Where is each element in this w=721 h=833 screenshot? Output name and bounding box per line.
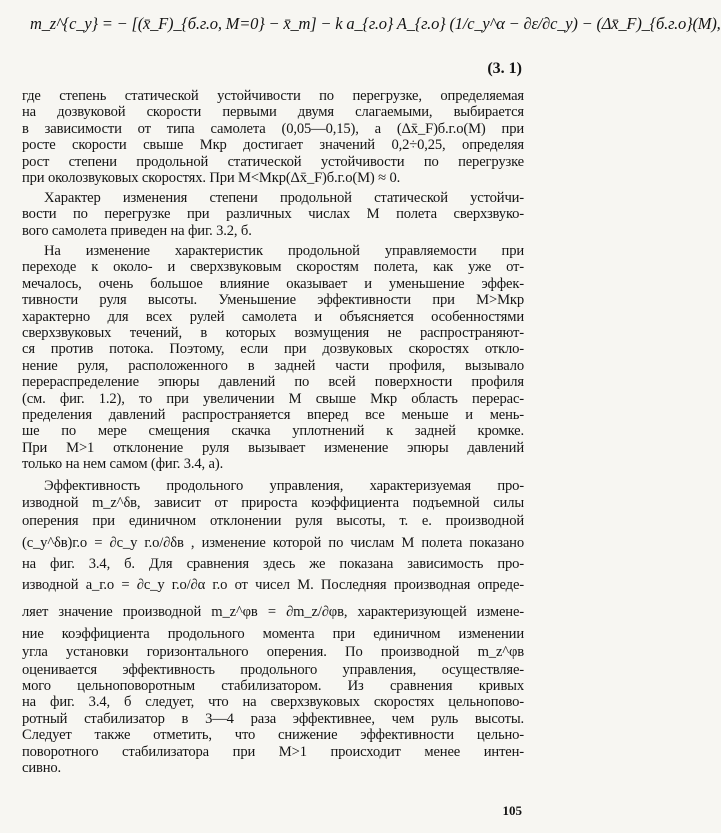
- text-line: на дозвуковой скорости первыми двумя слагаемыми, выбирается: [22, 104, 524, 121]
- text-line: изводной a_г.о = ∂c_y г.о/∂α г.о от чисел М. Последняя производная опреде-: [22, 577, 524, 594]
- page-number: 105: [502, 803, 522, 818]
- text-line: нение руля, расположенного в задней части профиля, вызывало: [22, 357, 524, 374]
- text-line: оперения при единичном отклонении руля высоты, т. е. производной: [22, 513, 524, 530]
- text-line: росте скорости свыше Mкр достигает значений 0,2÷0,25, определяя: [22, 137, 524, 154]
- text-line: на фиг. 3.4, б следует, что на сверхзвуковых скоростях цельнопово-: [22, 694, 524, 711]
- text-line: перераспределение эпюры давлений по всей поверхности профиля: [22, 374, 524, 391]
- text-line: только на нем самом (фиг. 3.4, а).: [22, 456, 224, 473]
- text-line: При M>1 отклонение руля вызывает изменение эпюры давлений: [22, 439, 524, 456]
- text-line: характерно для всех рулей самолета и объясняется особенностями: [22, 308, 524, 325]
- text-line: где степень статической устойчивости по перегрузке, определяемая: [22, 88, 524, 104]
- text-line: ние коэффициента продольного момента при единичном изменении: [22, 626, 524, 643]
- text-line: переходе к около- и сверхзвуковым скоростям полета, как уже от-: [22, 259, 524, 276]
- text-line: ротный стабилизатор в 3—4 раза эффективнее, чем руль высоты.: [22, 710, 524, 727]
- text-line: Эффективность продольного управления, характеризуемая про-: [44, 478, 524, 494]
- text-line: ся против потока. Поэтому, если при дозвуковых скоростях откло-: [22, 341, 524, 358]
- text-line: (см. фиг. 1.2), то при увеличении М свыше Mкр область перерас-: [22, 390, 524, 407]
- text-line: ляет значение производной m_z^φв = ∂m_z/∂φв, характеризующей измене-: [22, 604, 524, 621]
- text-line: Следует также отметить, что снижение эффективности цельно-: [22, 727, 524, 744]
- text-line: сверхзвуковых течений, в которых возмущения не распространяют-: [22, 325, 524, 342]
- paragraph-1: [22, 190, 524, 239]
- text-line: мого цельноповоротным стабилизатором. Из сравнения кривых: [22, 678, 524, 695]
- text-line: (c_y^δв)г.о = ∂c_y г.о/∂δв , изменение которой по числам М полета показано: [22, 534, 524, 551]
- text-line: вости по перегрузке при различных числах М полета сверхзвуко-: [22, 206, 524, 223]
- paragraph-2: [22, 243, 524, 473]
- text-line: пределения давлений распространяется вперед все меньше и мень-: [22, 407, 524, 424]
- text-line: при околозвуковых скоростях. При M<Mкр(Δx̄_F)б.г.о(M) ≈ 0.: [22, 170, 401, 187]
- text-line: Характер изменения степени продольной статической устойчи-: [44, 190, 524, 206]
- text-line: вого самолета приведен на фиг. 3.2, б.: [22, 222, 252, 239]
- text-line: на фиг. 3.4, б. Для сравнения здесь же показана зависимость про-: [22, 555, 524, 572]
- text-line: мечалось, очень большое влияние оказывает и уменьшение эффек-: [22, 275, 524, 292]
- text-line: изводной m_z^δв, зависит от прироста коэффициента подъемной силы: [22, 495, 524, 512]
- text-line: сивно.: [22, 760, 62, 777]
- text-line: рост степени продольной статической устойчивости по перегрузке: [22, 153, 524, 170]
- text-line: оценивается эффективность продольного управления, осуществляе-: [22, 661, 524, 678]
- paragraph-3: [22, 478, 524, 776]
- text-line: угла установки горизонтального оперения. По производной m_z^φв: [22, 643, 524, 660]
- text-line: ше по мере смещения скачка уплотнений к задней кромке.: [22, 423, 524, 440]
- text-line: На изменение характеристик продольной управляемости при: [44, 243, 524, 259]
- text-line: тивности руля высоты. Уменьшение эффективности при M>Mкр: [22, 292, 524, 309]
- formula-3-1: m_z^{c_y} = − [(x̄_F)_{б.г.о, M=0} − x̄_т] − k a_{г.о} A_{г.о} (1/c_y^α − ∂ε/∂c_y) − (Δx̄_F)_{б.г.о}(M),: [30, 14, 721, 33]
- text-line: в зависимости от типа самолета (0,05—0,15), а (Δx̄_F)б.г.о(M) при: [22, 120, 524, 137]
- paragraph-0: [22, 88, 524, 186]
- equation-number: (3. 1): [487, 60, 522, 77]
- text-line: поворотного стабилизатора при M>1 происходит менее интен-: [22, 743, 524, 760]
